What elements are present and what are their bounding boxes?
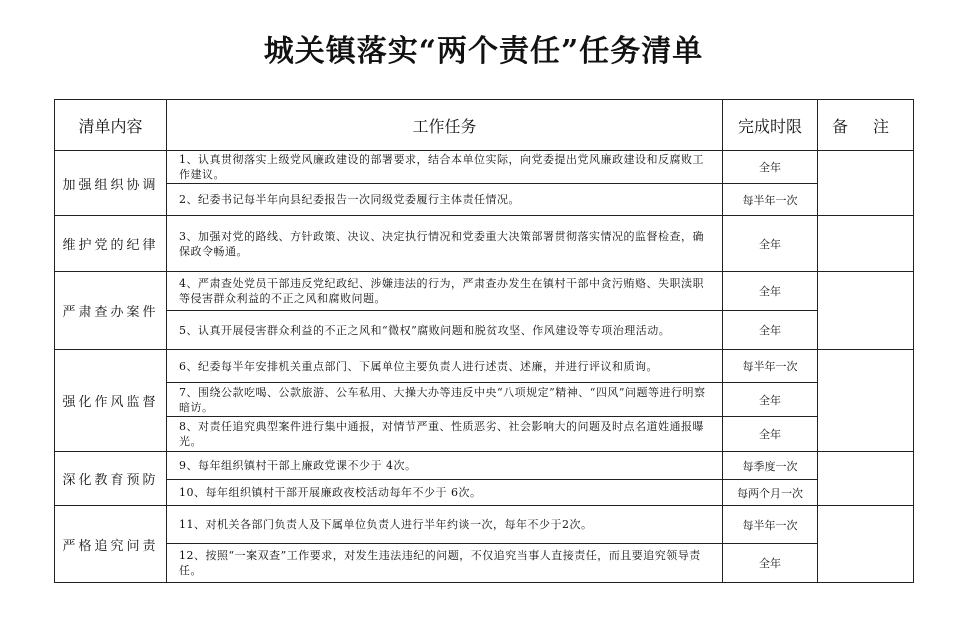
category-cell: 维护党的纪律 <box>55 216 167 272</box>
task-cell: 8、对责任追究典型案件进行集中通报，对情节严重、性质恶劣、社会影响大的问题及时点名道姓通报曝光。 <box>167 417 723 452</box>
note-cell <box>818 506 914 583</box>
table-row <box>55 272 914 311</box>
deadline-cell: 每半年一次 <box>723 350 818 383</box>
header-note: 备 注 <box>818 100 914 151</box>
deadline-cell: 每两个月一次 <box>723 480 818 506</box>
task-cell: 3、加强对党的路线、方针政策、决议、决定执行情况和党委重大决策部署贯彻落实情况的监督检查，确保政令畅通。 <box>167 216 723 272</box>
category-cell: 强化作风监督 <box>55 350 167 452</box>
deadline-cell: 全年 <box>723 216 818 272</box>
task-cell: 5、认真开展侵害群众利益的不正之风和“微权”腐败问题和脱贫攻坚、作风建设等专项治理活动。 <box>167 311 723 350</box>
task-cell: 1、认真贯彻落实上级党风廉政建设的部署要求，结合本单位实际，向党委提出党风廉政建设和反腐败工作建议。 <box>167 151 723 184</box>
table-row <box>55 216 914 272</box>
task-cell: 11、对机关各部门负责人及下属单位负责人进行半年约谈一次，每年不少于2次。 <box>167 506 723 544</box>
deadline-cell: 全年 <box>723 544 818 583</box>
table-row <box>55 350 914 383</box>
table-row <box>55 383 914 417</box>
header-deadline: 完成时限 <box>723 100 818 151</box>
task-cell: 10、每年组织镇村干部开展廉政夜校活动每年不少于 6次。 <box>167 480 723 506</box>
task-cell: 6、纪委每半年安排机关重点部门、下属单位主要负责人进行述责、述廉，并进行评议和质询。 <box>167 350 723 383</box>
table-row <box>55 480 914 506</box>
document-title: 城关镇落实“两个责任”任务清单 <box>263 34 704 69</box>
task-list-table <box>54 99 914 583</box>
task-cell: 4、严肃查处党员干部违反党纪政纪、涉嫌违法的行为，严肃查办发生在镇村干部中贪污贿赂、失职渎职等侵害群众利益的不正之风和腐败问题。 <box>167 272 723 311</box>
task-cell: 2、纪委书记每半年向县纪委报告一次同级党委履行主体责任情况。 <box>167 184 723 216</box>
deadline-cell: 每半年一次 <box>723 184 818 216</box>
deadline-cell: 全年 <box>723 383 818 417</box>
note-cell <box>818 151 914 216</box>
category-cell: 加强组织协调 <box>55 151 167 216</box>
table-row <box>55 544 914 583</box>
table-row <box>55 151 914 184</box>
deadline-cell: 全年 <box>723 311 818 350</box>
header-task: 工作任务 <box>167 100 723 151</box>
deadline-cell: 全年 <box>723 272 818 311</box>
table-header-row <box>55 100 914 151</box>
table-row <box>55 452 914 480</box>
table-row <box>55 311 914 350</box>
category-cell: 严肃查办案件 <box>55 272 167 350</box>
note-cell <box>818 272 914 350</box>
table-row <box>55 417 914 452</box>
note-cell <box>818 216 914 272</box>
table-row <box>55 506 914 544</box>
table-row <box>55 184 914 216</box>
deadline-cell: 每半年一次 <box>723 506 818 544</box>
category-cell: 深化教育预防 <box>55 452 167 506</box>
header-category: 清单内容 <box>55 100 167 151</box>
deadline-cell: 每季度一次 <box>723 452 818 480</box>
note-cell <box>818 350 914 452</box>
category-cell: 严格追究问责 <box>55 506 167 583</box>
task-cell: 12、按照“一案双查”工作要求，对发生违法违纪的问题，不仅追究当事人直接责任，而且要追究领导责任。 <box>167 544 723 583</box>
task-cell: 7、围绕公款吃喝、公款旅游、公车私用、大操大办等违反中央“八项规定”精神、“四风”问题等进行明察暗访。 <box>167 383 723 417</box>
note-cell <box>818 452 914 506</box>
task-cell: 9、每年组织镇村干部上廉政党课不少于 4次。 <box>167 452 723 480</box>
deadline-cell: 全年 <box>723 417 818 452</box>
deadline-cell: 全年 <box>723 151 818 184</box>
